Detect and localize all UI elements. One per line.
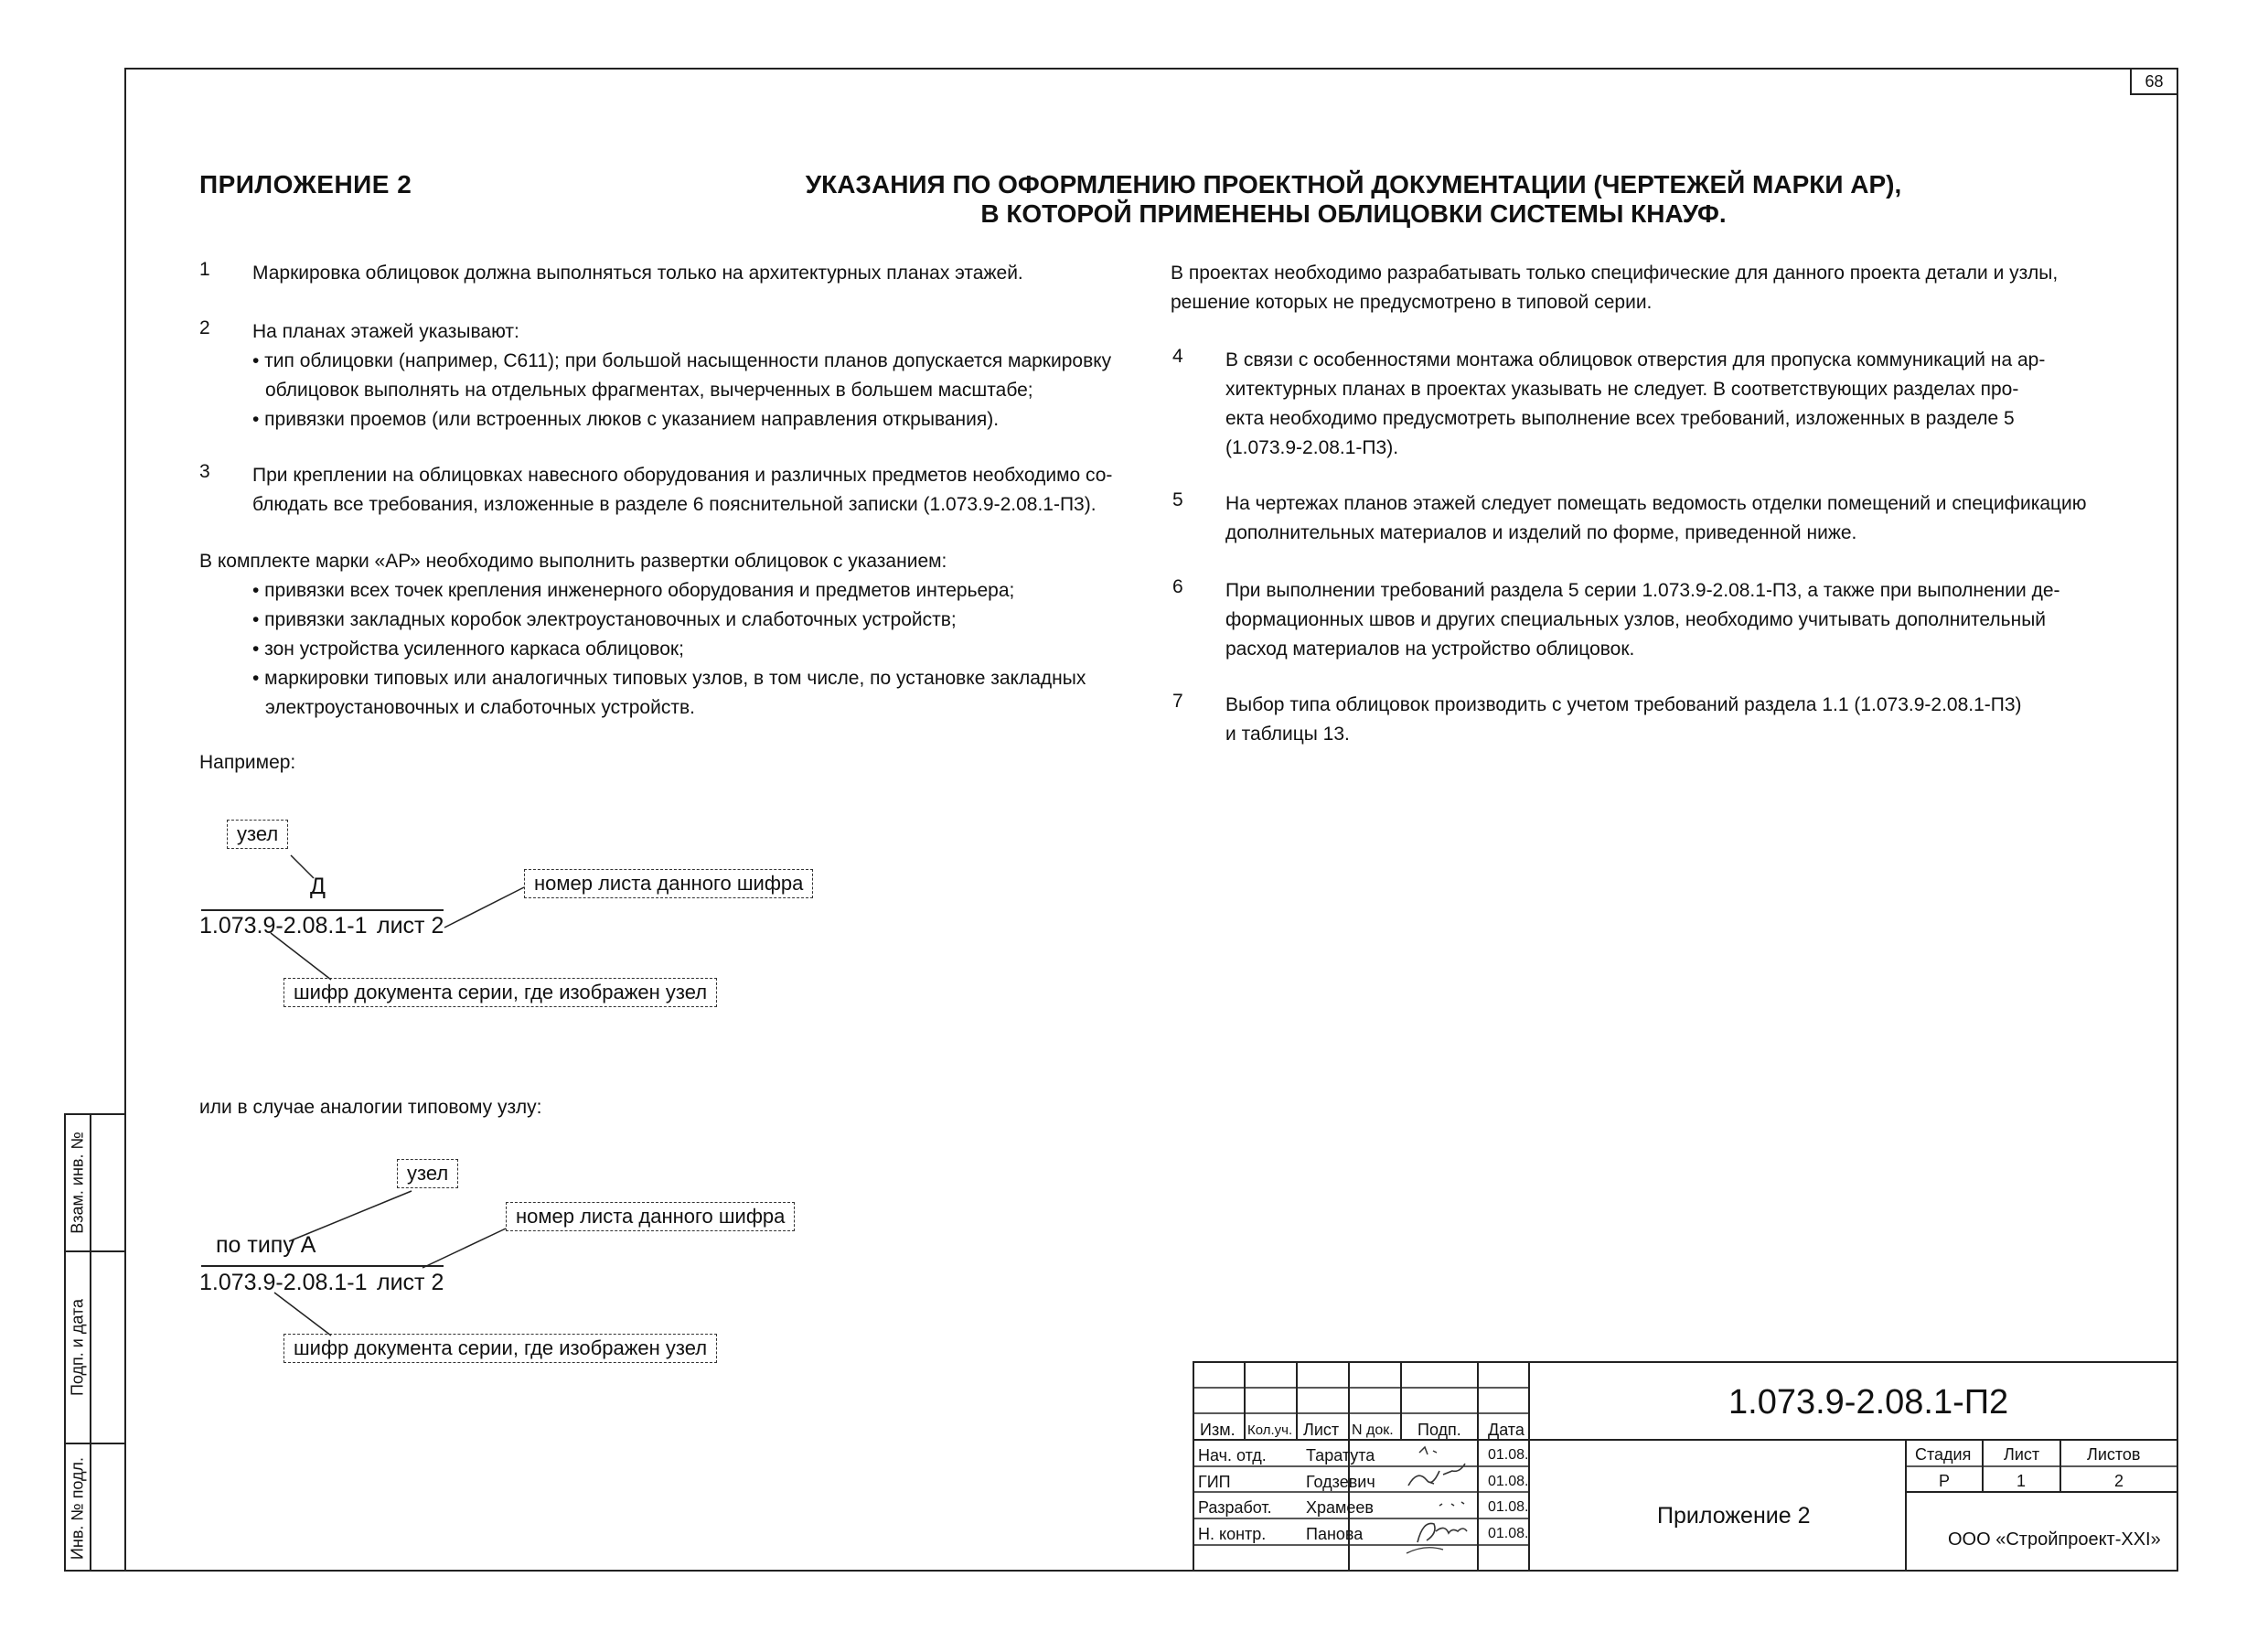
- item2-bullet1a: • тип облицовки (например, С611); при большой насыщенности планов допускается маркировку: [252, 350, 1112, 371]
- diagram2-sheet-box: номер листа данного шифра: [506, 1202, 795, 1231]
- stamp-role: Н. контр.: [1198, 1525, 1267, 1543]
- stage-value: Р: [1939, 1472, 1951, 1490]
- set-bullet4a: • маркировки типовых или аналогичных типовых узлов, в том числе, по установке закладных: [252, 668, 1086, 689]
- organization: ООО «Стройпроект-XXI»: [1948, 1529, 2161, 1550]
- example-label: Например:: [199, 752, 296, 773]
- stage-header: Стадия: [1915, 1445, 1972, 1464]
- item-number: 4: [1172, 346, 1183, 367]
- item-number: 3: [199, 461, 210, 482]
- stamp-name: Панова: [1306, 1525, 1364, 1543]
- set-bullet2: • привязки закладных коробок электроустановочных и слаботочных устройств;: [252, 609, 957, 630]
- diagram1-cipher-box: шифр документа серии, где изображен узел: [284, 978, 717, 1007]
- stamp-header-sheet: Лист: [1303, 1421, 1340, 1439]
- item-number: 5: [1172, 489, 1183, 510]
- stamp-header-docnum: N док.: [1352, 1422, 1394, 1438]
- item3-line2: блюдать все требования, изложенные в разделе 6 пояснительной записки (1.073.9-2.08.1-П3).: [252, 494, 1097, 515]
- stamp-role: Разработ.: [1198, 1498, 1272, 1517]
- stamp-date: 01.08.: [1488, 1474, 1529, 1489]
- item3-line1: При креплении на облицовках навесного оборудования и различных предметов необходимо со-: [252, 465, 1113, 486]
- item4-line3: екта необходимо предусмотреть выполнение всех требований, изложенных в разделе 5: [1225, 408, 2015, 429]
- side-label-inventory: Инв. № подл.: [68, 1456, 87, 1560]
- list-value: 1: [2017, 1472, 2027, 1490]
- page-title-line1: УКАЗАНИЯ ПО ОФОРМЛЕНИЮ ПРОЕКТНОЙ ДОКУМЕНТАЦИИ (ЧЕРТЕЖЕЙ МАРКИ АР),: [805, 170, 1902, 199]
- item5-line2: дополнительных материалов и изделий по форме, приведенной ниже.: [1225, 522, 1857, 543]
- lists-value: 2: [2114, 1472, 2124, 1490]
- set-bullet3: • зон устройства усиленного каркаса облицовок;: [252, 638, 684, 660]
- stamp-header-count: Кол.уч.: [1247, 1422, 1293, 1438]
- item6-line1: При выполнении требований раздела 5 серии 1.073.9-2.08.1-П3, а также при выполнении де-: [1225, 580, 2060, 601]
- item2-intro: На планах этажей указывают:: [252, 321, 519, 342]
- diagram2-cipher-box: шифр документа серии, где изображен узел: [284, 1334, 717, 1363]
- item6-line2: формационных швов и других специальных узлов, необходимо учитывать дополнительный: [1225, 609, 2047, 630]
- sheet-title: Приложение 2: [1657, 1503, 1811, 1529]
- item6-line3: расход материалов на устройство облицовок.: [1225, 638, 1635, 660]
- item7-line1: Выбор типа облицовок производить с учетом требований раздела 1.1 (1.073.9-2.08.1-П3): [1225, 694, 2022, 715]
- stamp-date: 01.08.: [1488, 1447, 1529, 1463]
- diagram2-code: 1.073.9-2.08.1-1: [199, 1270, 368, 1295]
- diagram2-sheet: лист 2: [377, 1270, 444, 1295]
- item2-bullet2: • привязки проемов (или встроенных люков с указанием направления открывания).: [252, 409, 1000, 430]
- stamp-header-date: Дата: [1488, 1421, 1524, 1439]
- analogy-label: или в случае аналогии типовому узлу:: [199, 1097, 542, 1118]
- side-label-replace: Взам. инв. №: [68, 1132, 87, 1234]
- item1-text: Маркировка облицовок должна выполняться только на архитектурных планах этажей.: [252, 263, 1023, 284]
- stamp-name: Храмеев: [1306, 1498, 1374, 1517]
- diagram1-code: 1.073.9-2.08.1-1: [199, 913, 368, 939]
- lists-header: Листов: [2087, 1445, 2141, 1464]
- diagram1-sheet-box: номер листа данного шифра: [524, 869, 813, 898]
- diagram1-node-box: узел: [227, 820, 288, 849]
- set-intro: В комплекте марки «АР» необходимо выполнить развертки облицовок с указанием:: [199, 551, 947, 572]
- doc-code: 1.073.9-2.08.1-П2: [1728, 1383, 2009, 1422]
- item-number: 1: [199, 259, 210, 280]
- stamp-role: ГИП: [1198, 1473, 1231, 1491]
- diagram1-sheet: лист 2: [377, 913, 444, 939]
- stamp-name: Годзевич: [1306, 1473, 1375, 1491]
- stamp-name: Таратута: [1306, 1446, 1375, 1465]
- diagram2-type-text: по типу А: [216, 1232, 316, 1258]
- appendix-label: ПРИЛОЖЕНИЕ 2: [199, 170, 412, 199]
- page-title-line2: В КОТОРОЙ ПРИМЕНЕНЫ ОБЛИЦОВКИ СИСТЕМЫ КНАУФ.: [980, 199, 1727, 228]
- side-label-sign: Подп. и дата: [68, 1298, 87, 1397]
- item4-line4: (1.073.9-2.08.1-П3).: [1225, 437, 1399, 458]
- item7-line2: и таблицы 13.: [1225, 724, 1350, 745]
- item4-line2: хитектурных планах в проектах указывать не следует. В соответствующих разделах про-: [1225, 379, 2019, 400]
- item-number: 2: [199, 317, 210, 338]
- diagram2-node-box: узел: [397, 1159, 458, 1188]
- sheet-number: 68: [2130, 68, 2178, 95]
- item2-bullet1b: облицовок выполнять на отдельных фрагментах, вычерченных в большем масштабе;: [265, 380, 1033, 401]
- set-bullet1: • привязки всех точек крепления инженерного оборудования и предметов интерьера;: [252, 580, 1015, 601]
- diagram1-node-letter: Д: [310, 874, 326, 899]
- list-header: Лист: [2004, 1445, 2040, 1464]
- set-bullet4b: электроустановочных и слаботочных устройств.: [265, 697, 695, 718]
- stamp-date: 01.08.: [1488, 1499, 1529, 1515]
- right-intro-line1: В проектах необходимо разрабатывать только специфические для данного проекта детали и узлы,: [1171, 263, 2059, 284]
- right-intro-line2: решение которых не предусмотрено в типовой серии.: [1171, 292, 1653, 313]
- item-number: 6: [1172, 576, 1183, 597]
- item4-line1: В связи с особенностями монтажа облицовок отверстия для пропуска коммуникаций на ар-: [1225, 349, 2046, 370]
- item5-line1: На чертежах планов этажей следует помещать ведомость отделки помещений и спецификацию: [1225, 493, 2087, 514]
- signatures: [1403, 1440, 1476, 1572]
- stamp-date: 01.08.: [1488, 1526, 1529, 1541]
- stamp-role: Нач. отд.: [1198, 1446, 1267, 1465]
- stamp-header-change: Изм.: [1200, 1421, 1236, 1439]
- stamp-header-sign: Подп.: [1418, 1421, 1461, 1439]
- item-number: 7: [1172, 691, 1183, 712]
